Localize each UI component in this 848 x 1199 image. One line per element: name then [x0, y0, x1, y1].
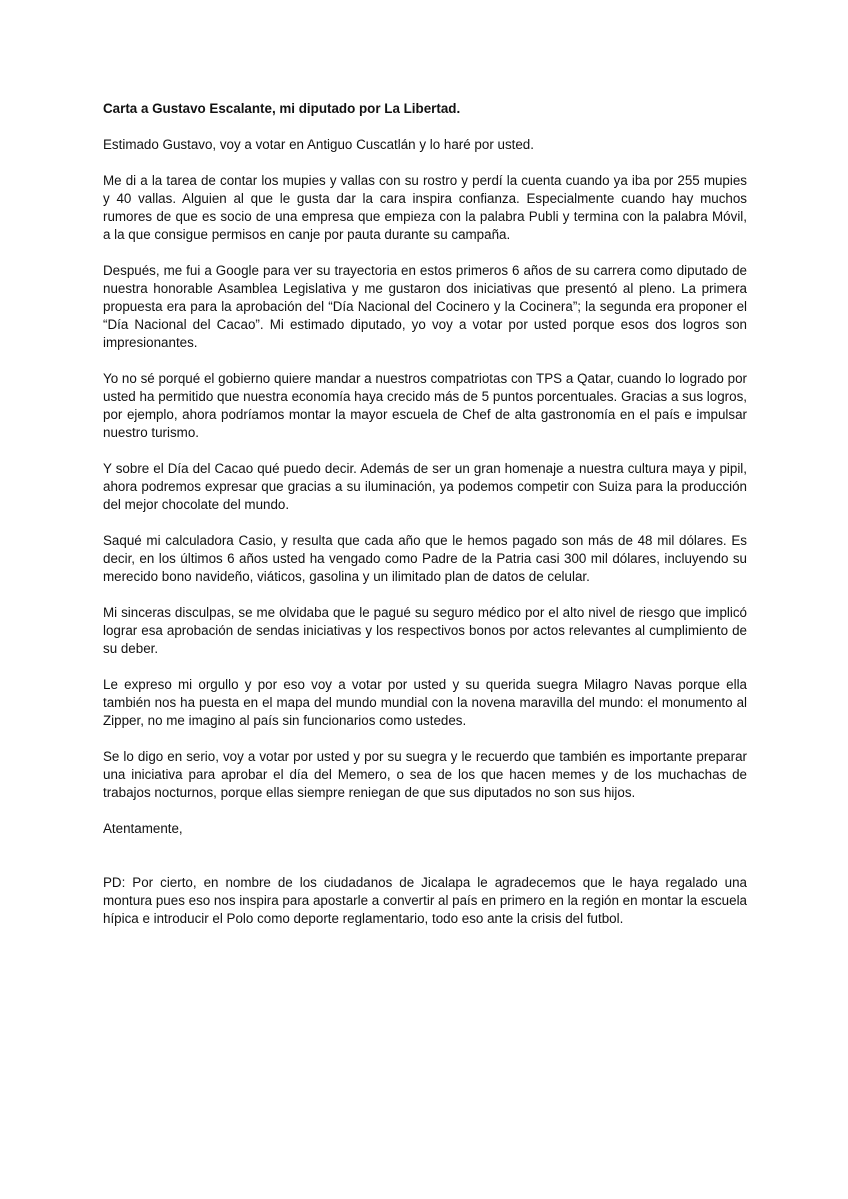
paragraph-cacao: Y sobre el Día del Cacao qué puedo decir. Además de ser un gran homenaje a nuestra cultura maya y pipil, ahora podremos expresar que gracias a su iluminación, ya podemos competir con Suiza para la producción del mejor chocolate del mundo. — [103, 461, 747, 512]
letter-closing: Atentamente, — [103, 821, 183, 836]
paragraph-serio: Se lo digo en serio, voy a votar por usted y por su suegra y le recuerdo que también es importante preparar una iniciativa para aprobar el día del Memero, o sea de los que hacen memes y de los muchachas de trabajos nocturnos, porque ellas siempre reniegan de que sus diputados no son sus hijos. — [103, 749, 747, 800]
paragraph-disculpas: Mi sinceras disculpas, se me olvidaba que le pagué su seguro médico por el alto nivel de riesgo que implicó lograr esa aprobación de sendas iniciativas y los respectivos bonos por actos relevantes al cumplimiento de su deber. — [103, 605, 747, 656]
letter-postscript: PD: Por cierto, en nombre de los ciudadanos de Jicalapa le agradecemos que le haya regalado una montura pues eso nos inspira para apostarle a convertir al país en primero en la región en montar la escuela hípica e introducir el Polo como deporte reglamentario, todo eso ante la crisis del futbol. — [103, 875, 747, 926]
paragraph-tps: Yo no sé porqué el gobierno quiere mandar a nuestros compatriotas con TPS a Qatar, cuando lo logrado por usted ha permitido que nuestra economía haya crecido más de 5 puntos porcentuales. Gracias a sus logros, por ejemplo, ahora podríamos montar la mayor escuela de Chef de alta gastronomía en el país e impulsar nuestro turismo. — [103, 371, 747, 440]
letter-greeting: Estimado Gustavo, voy a votar en Antiguo Cuscatlán y lo haré por usted. — [103, 137, 534, 152]
letter-body — [103, 100, 747, 946]
paragraph-trayectoria: Después, me fui a Google para ver su trayectoria en estos primeros 6 años de su carrera como diputado de nuestra honorable Asamblea Legislativa y me gustaron dos iniciativas que presentó al pleno. La primera propuesta era para la aprobación del “Día Nacional del Cocinero y la Cocinera”; la segunda era proponer el “Día Nacional del Cacao”. Mi estimado diputado, yo voy a votar por usted porque esos dos logros son impresionantes. — [103, 263, 747, 350]
paragraph-mupies: Me di a la tarea de contar los mupies y vallas con su rostro y perdí la cuenta cuando ya iba por 255 mupies y 40 vallas. Alguien al que le gusta dar la cara inspira confianza. Especialmente cuando hay muchos rumores de que es socio de una empresa que empieza con la palabra Publi y termina con la palabra Móvil, a la que consigue permisos en canje por pauta durante su campaña. — [103, 173, 747, 242]
paragraph-orgullo: Le expreso mi orgullo y por eso voy a votar por usted y su querida suegra Milagro Navas porque ella también nos ha puesta en el mapa del mundo mundial con la novena maravilla del mundo: el monumento al Zipper, no me imagino al país sin funcionarios como ustedes. — [103, 677, 747, 728]
letter-title: Carta a Gustavo Escalante, mi diputado por La Libertad. — [103, 101, 461, 116]
paragraph-calculadora: Saqué mi calculadora Casio, y resulta que cada año que le hemos pagado son más de 48 mil dólares. Es decir, en los últimos 6 años usted ha vengado como Padre de la Patria casi 300 mil dólares, incluyendo su merecido bono navideño, viáticos, gasolina y un ilimitado plan de datos de celular. — [103, 533, 747, 584]
